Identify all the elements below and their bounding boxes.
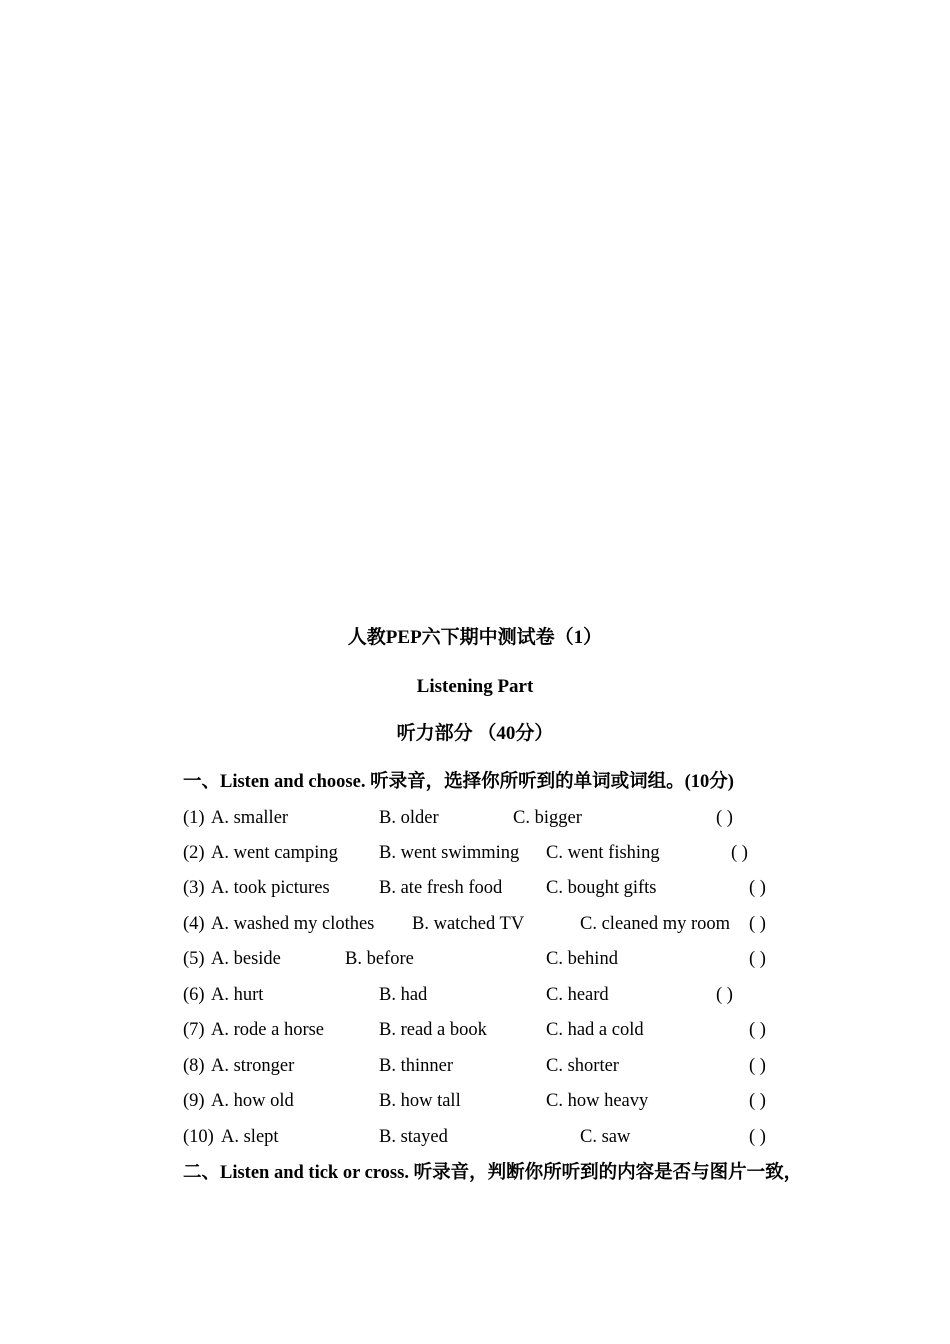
answer-blank[interactable]: ( ): [749, 1056, 766, 1076]
option-c: C. cleaned my room: [580, 914, 731, 934]
option-a: A. slept: [221, 1127, 279, 1147]
question-row: [0, 805, 950, 831]
answer-blank[interactable]: ( ): [749, 1127, 766, 1147]
answer-blank[interactable]: ( ): [749, 1091, 766, 1111]
option-a: A. how old: [211, 1091, 294, 1111]
question-row: [0, 1017, 950, 1043]
answer-blank[interactable]: ( ): [731, 843, 748, 863]
answer-blank[interactable]: ( ): [749, 1020, 766, 1040]
question-number: (6): [183, 985, 205, 1005]
question-number: (3): [183, 878, 205, 898]
option-c: C. how heavy: [546, 1091, 649, 1111]
option-b: B. how tall: [379, 1091, 461, 1111]
question-row: [0, 982, 950, 1008]
part-heading: 听力部分 （40分）: [396, 723, 554, 744]
question-row: [0, 1088, 950, 1114]
option-a: A. went camping: [211, 843, 338, 863]
option-b: B. read a book: [379, 1020, 487, 1040]
question-row: [0, 840, 950, 866]
question-row: [0, 1053, 950, 1079]
answer-blank[interactable]: ( ): [716, 808, 733, 828]
section-subtitle: Listening Part: [416, 676, 534, 697]
option-b: B. before: [345, 949, 414, 969]
option-a: A. smaller: [211, 808, 289, 828]
option-a: A. hurt: [211, 985, 264, 1005]
option-b: B. stayed: [379, 1127, 448, 1147]
answer-blank[interactable]: ( ): [749, 914, 766, 934]
option-a: A. stronger: [211, 1056, 295, 1076]
answer-blank[interactable]: ( ): [749, 949, 766, 969]
option-b: B. had: [379, 985, 428, 1005]
question-row: [0, 1124, 950, 1150]
option-b: B. thinner: [379, 1056, 453, 1076]
option-b: B. older: [379, 808, 439, 828]
question-number: (1): [183, 808, 205, 828]
exam-title: 人教PEP六下期中测试卷（1）: [347, 627, 603, 648]
question-row: [0, 946, 950, 972]
question-row: [0, 911, 950, 937]
question-number: (9): [183, 1091, 205, 1111]
option-a: A. took pictures: [211, 878, 330, 898]
question-number: (5): [183, 949, 205, 969]
question-number: (10): [183, 1127, 214, 1147]
option-c: C. went fishing: [546, 843, 660, 863]
option-c: C. heard: [546, 985, 609, 1005]
answer-blank[interactable]: ( ): [716, 985, 733, 1005]
option-b: B. ate fresh food: [379, 878, 503, 898]
option-a: A. washed my clothes: [211, 914, 375, 934]
option-c: C. bigger: [513, 808, 582, 828]
section-1-heading: 一、Listen and choose. 听录音，选择你所听到的单词或词组。(10分): [183, 772, 734, 792]
answer-blank[interactable]: ( ): [749, 878, 766, 898]
option-b: B. watched TV: [412, 914, 525, 934]
question-number: (7): [183, 1020, 205, 1040]
option-a: A. rode a horse: [211, 1020, 325, 1040]
section-2-heading: 二、Listen and tick or cross. 听录音，判断你所听到的内容是否与图片一致，: [183, 1163, 803, 1183]
option-c: C. had a cold: [546, 1020, 644, 1040]
question-row: [0, 875, 950, 901]
option-c: C. shorter: [546, 1056, 619, 1076]
option-c: C. bought gifts: [546, 878, 657, 898]
option-b: B. went swimming: [379, 843, 520, 863]
question-number: (4): [183, 914, 205, 934]
option-c: C. saw: [580, 1127, 631, 1147]
option-a: A. beside: [211, 949, 281, 969]
option-c: C. behind: [546, 949, 618, 969]
question-number: (8): [183, 1056, 205, 1076]
question-number: (2): [183, 843, 205, 863]
